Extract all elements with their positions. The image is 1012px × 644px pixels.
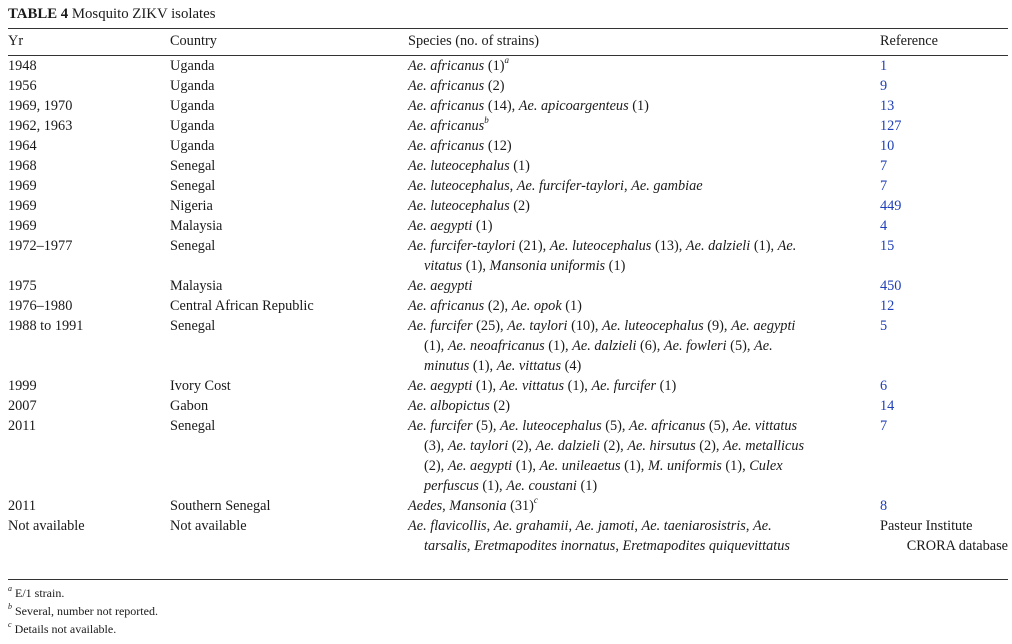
cell-reference[interactable]: 450 [880, 278, 902, 294]
table-title: Mosquito ZIKV isolates [71, 6, 216, 22]
cell-year: 1969 [8, 178, 37, 194]
table-row [8, 296, 1008, 316]
cell-species: Ae. africanus (2), Ae. opok (1) [408, 298, 582, 314]
table-footnotes [8, 584, 158, 638]
footnote-mark: b [8, 602, 12, 611]
cell-country: Senegal [170, 158, 216, 174]
cell-reference[interactable]: 4 [880, 218, 888, 234]
cell-reference[interactable]: 127 [880, 118, 902, 134]
cell-year: 2007 [8, 398, 37, 414]
table-row [8, 276, 1008, 296]
table-row [8, 76, 1008, 96]
cell-country: Malaysia [170, 278, 223, 294]
reference-line: CRORA database [906, 538, 1008, 554]
cell-year: 2011 [8, 498, 37, 514]
cell-reference[interactable]: 1 [880, 58, 888, 74]
cell-year: 2011 [8, 418, 37, 434]
footnote [8, 620, 158, 638]
column-header-country: Country [170, 33, 217, 49]
cell-year: 1988 to 1991 [8, 318, 84, 334]
footnote-text: Several, number not reported. [15, 604, 158, 618]
cell-species: Ae. aegypti [408, 278, 473, 294]
cell-country: Nigeria [170, 198, 213, 214]
cell-reference[interactable]: 7 [880, 418, 888, 434]
cell-country: Gabon [170, 398, 209, 414]
cell-species: Ae. albopictus (2) [408, 398, 511, 414]
cell-country: Senegal [170, 178, 216, 194]
cell-species: Ae. furcifer (25), Ae. taylori (10), Ae. luteocephalus (9), Ae. aegypti (1), Ae. neoafricanus (1), Ae. dalzieli (6), Ae. fowleri (5), Ae. minutus (1), Ae. vittatus (4) [408, 318, 796, 374]
cell-reference[interactable]: 7 [880, 158, 888, 174]
table-row [8, 216, 1008, 236]
cell-species: Ae. africanus (14), Ae. apicoargenteus (1) [408, 98, 649, 114]
footnote-mark: a [8, 584, 12, 593]
table-row [8, 416, 1008, 496]
cell-species: Ae. aegypti (1), Ae. vittatus (1), Ae. furcifer (1) [408, 378, 677, 394]
table-row [8, 156, 1008, 176]
cell-country: Malaysia [170, 218, 223, 234]
cell-reference [880, 516, 1008, 556]
cell-reference[interactable]: 9 [880, 78, 888, 94]
bottom-rule [8, 579, 1008, 580]
cell-reference[interactable]: 15 [880, 238, 895, 254]
table-row [8, 496, 1008, 516]
footnote-text: Details not available. [14, 622, 117, 636]
cell-reference[interactable]: 8 [880, 498, 888, 514]
cell-species: Aedes, Mansonia $(31)^c$ [408, 495, 538, 514]
column-header-yr: Yr [8, 33, 24, 49]
cell-country: Uganda [170, 98, 215, 114]
table-row [8, 116, 1008, 136]
cell-reference[interactable]: 7 [880, 178, 888, 194]
isolates-table [8, 30, 1008, 556]
reference-line: Pasteur Institute [880, 518, 973, 534]
cell-country: Uganda [170, 78, 215, 94]
cell-year: 1948 [8, 58, 37, 74]
table-header-row [8, 30, 1008, 52]
cell-species: Ae. furcifer (5), Ae. luteocephalus (5), Ae. africanus (5), Ae. vittatus (3), Ae. taylori (2), Ae. dalzieli (2), Ae. hirsutus (2), Ae. metallicus (2), Ae. aegypti (1), Ae. unileaetus (1), M. uniformis (1), Culex perfuscus (1), Ae. coustani (1) [408, 418, 805, 494]
table-row [8, 316, 1008, 376]
cell-year: 1975 [8, 278, 37, 294]
cell-reference[interactable]: 6 [880, 378, 888, 394]
table-row [8, 136, 1008, 156]
table-row [8, 516, 1008, 556]
table-label: TABLE 4 [8, 6, 69, 22]
cell-year: 1962, 1963 [8, 118, 73, 134]
cell-country: Uganda [170, 58, 215, 74]
cell-year: 1969, 1970 [8, 98, 73, 114]
cell-year: 1968 [8, 158, 37, 174]
cell-species: Ae. africanus $(1)^a$ [408, 55, 509, 74]
top-rule [8, 28, 1008, 29]
cell-reference[interactable]: 13 [880, 98, 895, 114]
table-row [8, 376, 1008, 396]
cell-country: Ivory Cost [170, 378, 231, 394]
table-caption [8, 4, 215, 24]
cell-reference[interactable]: 14 [880, 398, 895, 414]
table-row [8, 236, 1008, 276]
cell-year: 1969 [8, 218, 37, 234]
cell-year: 1976–1980 [8, 298, 73, 314]
cell-country: Senegal [170, 318, 216, 334]
table-row [8, 396, 1008, 416]
cell-reference[interactable]: 12 [880, 298, 895, 314]
cell-country: Senegal [170, 238, 216, 254]
cell-reference[interactable]: 449 [880, 198, 902, 214]
cell-species: Ae. africanus$^b$ [408, 115, 489, 134]
cell-species: Ae. furcifer-taylori (21), Ae. luteocephalus (13), Ae. dalzieli (1), Ae. vitatus (1), Mansonia uniformis (1) [408, 238, 797, 274]
footnote [8, 602, 158, 620]
column-header-species: Species (no. of strains) [408, 33, 540, 49]
cell-reference[interactable]: 10 [880, 138, 895, 154]
table-row [8, 176, 1008, 196]
cell-species: Ae. africanus (12) [408, 138, 512, 154]
cell-year: 1969 [8, 198, 37, 214]
cell-country: Southern Senegal [170, 498, 271, 514]
cell-country: Senegal [170, 418, 216, 434]
cell-species: Ae. africanus (2) [408, 78, 505, 94]
footnote [8, 584, 158, 602]
cell-year: 1999 [8, 378, 37, 394]
cell-country: Not available [170, 518, 247, 534]
cell-species: Ae. luteocephalus (1) [408, 158, 530, 174]
cell-year: 1956 [8, 78, 37, 94]
cell-year: Not available [8, 518, 85, 534]
cell-species: Ae. flavicollis, Ae. grahamii, Ae. jamoti, Ae. taeniarosistris, Ae. tarsalis, Eretmapodites inornatus, Eretmapodites quiquevittatus [408, 518, 790, 554]
footnote-mark: c [8, 620, 12, 629]
cell-country: Central African Republic [170, 298, 314, 314]
cell-country: Uganda [170, 118, 215, 134]
cell-reference[interactable]: 5 [880, 318, 888, 334]
table-body [8, 52, 1008, 556]
table-row [8, 52, 1008, 76]
cell-country: Uganda [170, 138, 215, 154]
footnote-text: E/1 strain. [15, 586, 65, 600]
cell-species: Ae. luteocephalus, Ae. furcifer-taylori, Ae. gambiae [408, 178, 703, 194]
cell-year: 1964 [8, 138, 37, 154]
cell-year: 1972–1977 [8, 238, 73, 254]
table-row [8, 96, 1008, 116]
cell-species: Ae. aegypti (1) [408, 218, 493, 234]
cell-species: Ae. luteocephalus (2) [408, 198, 530, 214]
table-row [8, 196, 1008, 216]
column-header-reference: Reference [880, 33, 938, 49]
